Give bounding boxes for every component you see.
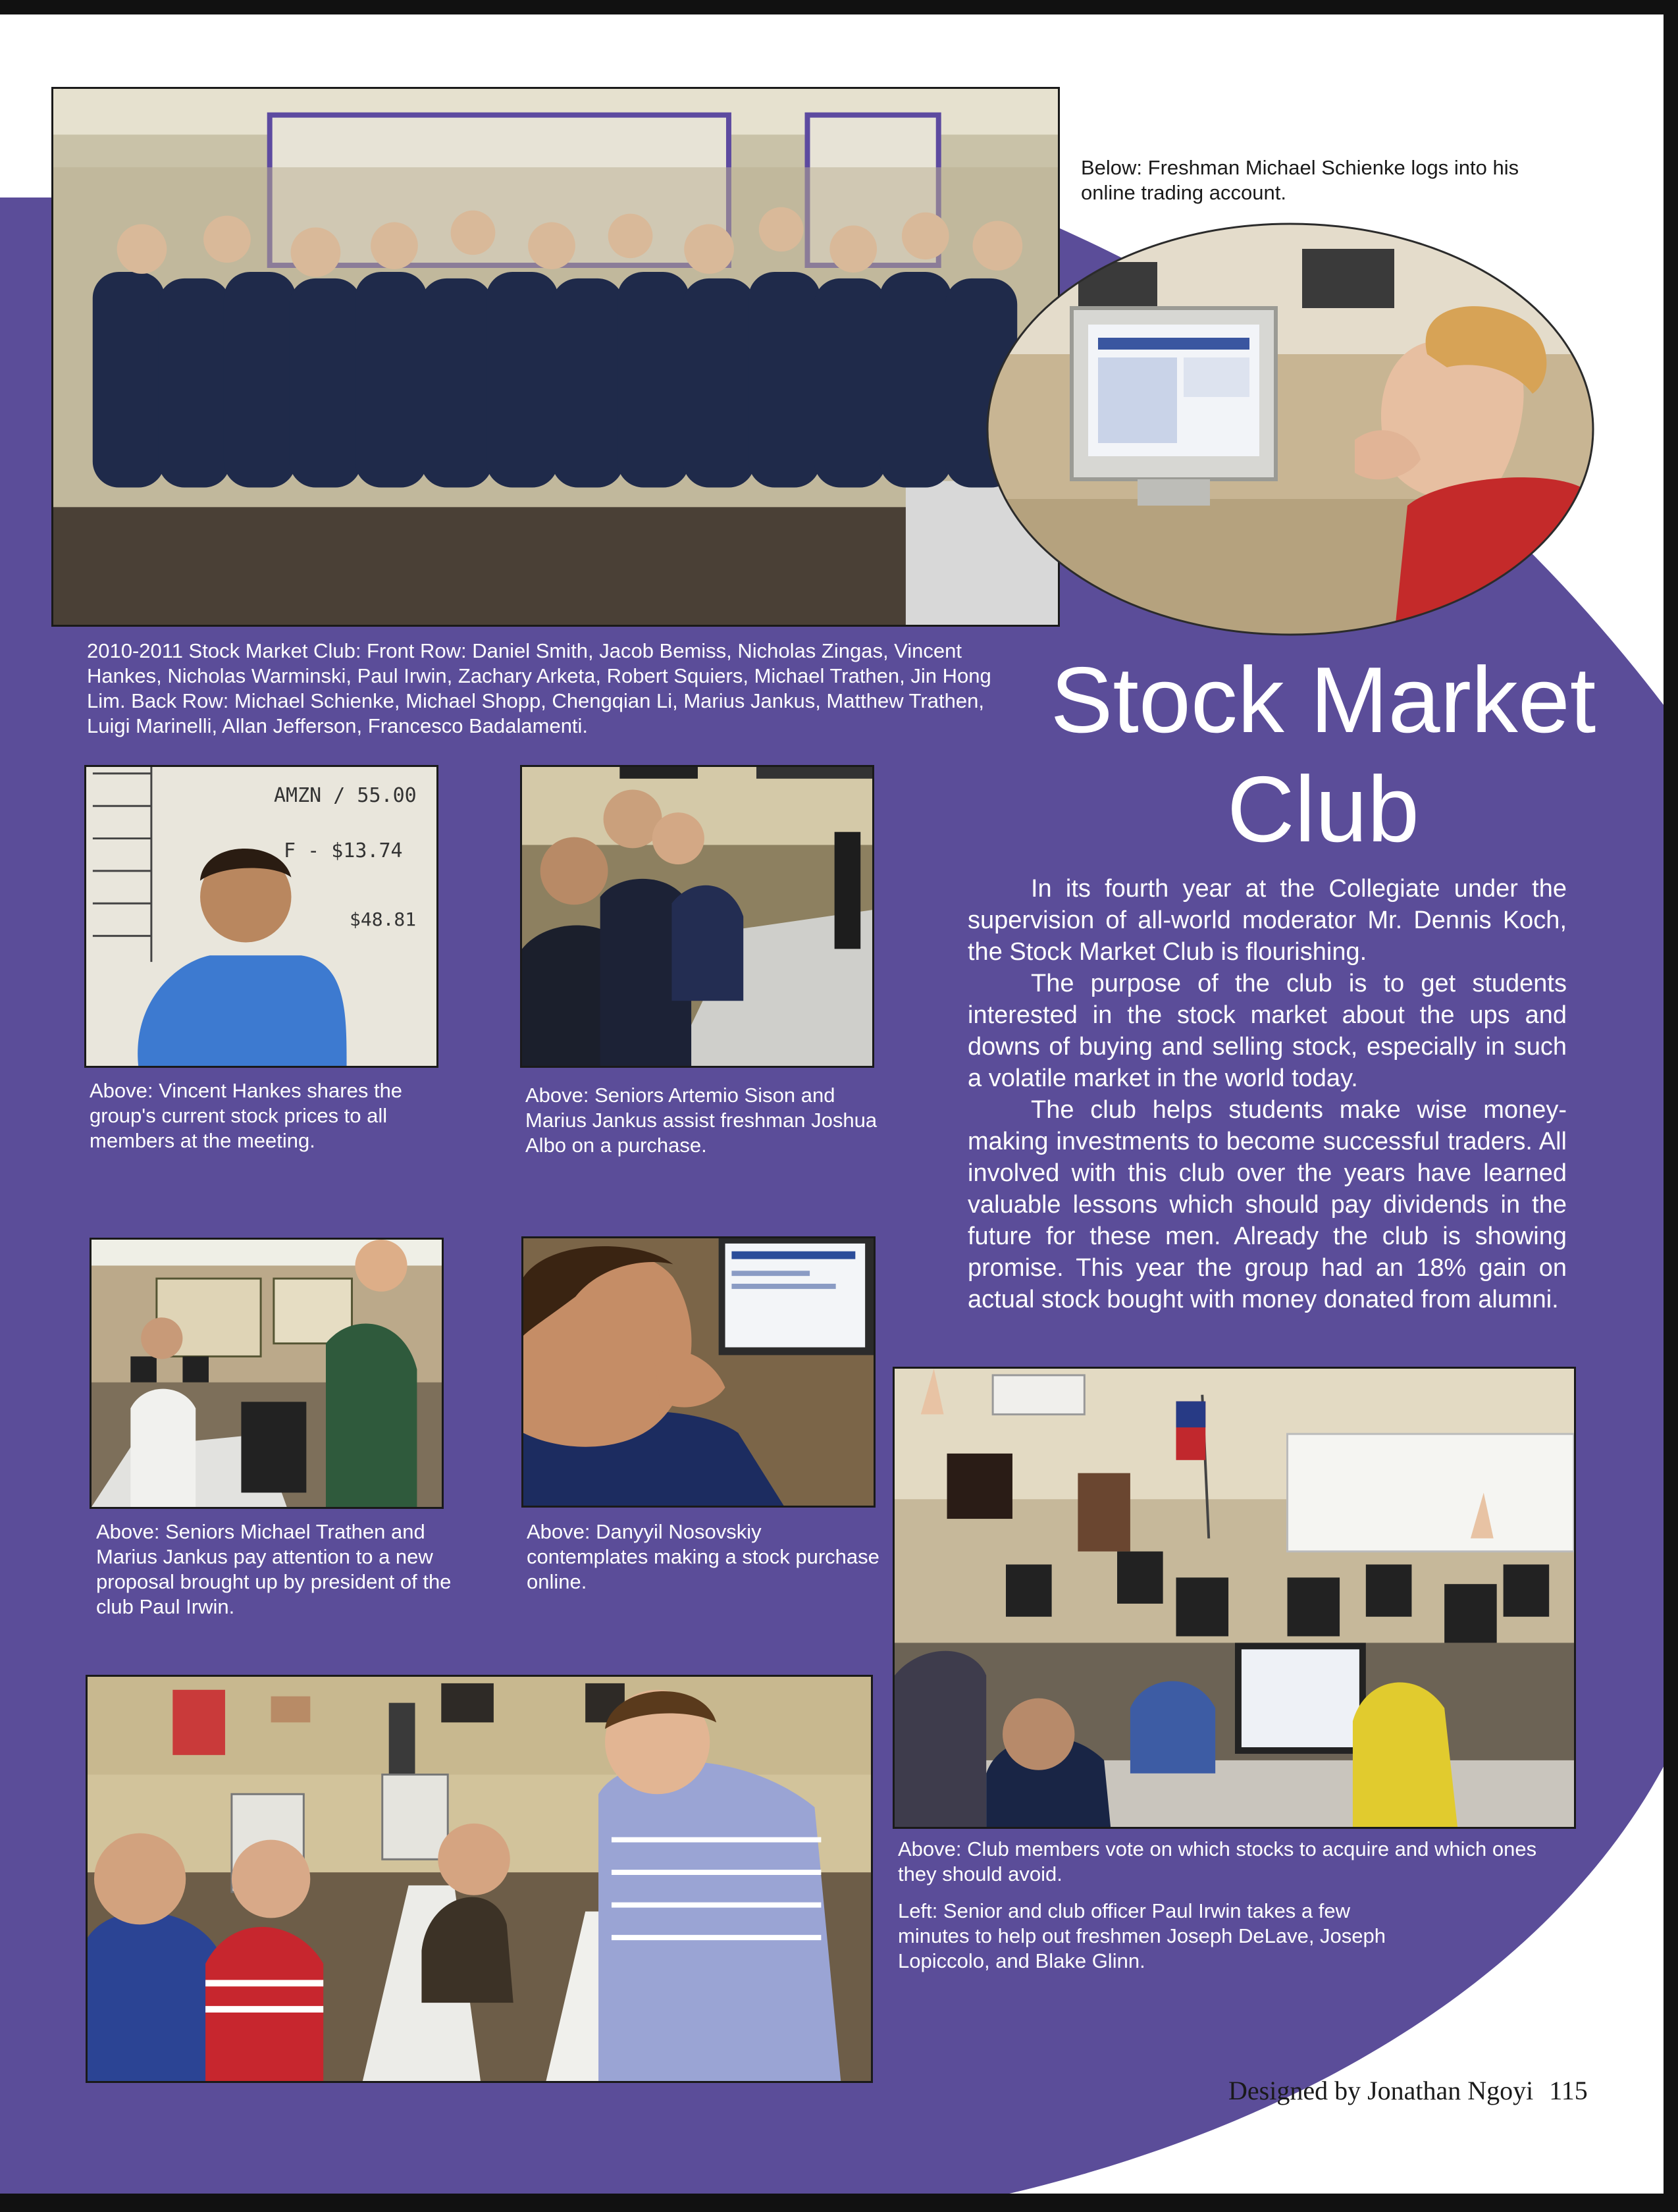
designer-credit: Designed by Jonathan Ngoyi xyxy=(1228,2076,1534,2105)
vote-caption: Above: Club members vote on which stocks to acquire and which ones they should avoid. xyxy=(898,1837,1537,1885)
whiteboard-line1: AMZN / 55.00 xyxy=(274,784,417,807)
hankes-caption: Above: Vincent Hankes shares the group's current stock prices to all members at the meeting. xyxy=(90,1079,403,1152)
page-title-line1: Stock Market xyxy=(1050,648,1596,752)
irwin-help-photo xyxy=(86,1675,873,2083)
whiteboard-line2: F - $13.74 xyxy=(284,839,403,862)
nosovskiy-photo xyxy=(521,1236,876,1508)
page-number: 115 xyxy=(1549,2076,1588,2105)
body-paragraph-1: In its fourth year at the Collegiate under the supervision of all-world moderator Mr. Dennis Koch, the Stock Market Club is flourishing. xyxy=(968,875,1567,966)
nosovskiy-caption: Above: Danyyil Nosovskiy contemplates making a stock purchase online. xyxy=(527,1520,879,1593)
body-paragraph-3: The club helps students make wise money-making investments to become successful traders. All involved with this club over the years have learned valuable lessons which should pay dividends in the future for these men. Already the club is showing promise. This year the group had an 18% gain on actual stock bought with money donated from alumni. xyxy=(968,1096,1567,1313)
body-paragraph-2: The purpose of the club is to get students interested in the stock market about the ups and downs of buying and selling stock, especially in such a volatile market in the world today. xyxy=(968,970,1567,1092)
article-body xyxy=(968,873,1567,1315)
sison-photo xyxy=(520,765,874,1068)
page-footer xyxy=(1228,2075,1588,2106)
sison-caption: Above: Seniors Artemio Sison and Marius Jankus assist freshman Joshua Albo on a purchase. xyxy=(525,1084,878,1157)
page-title-line2: Club xyxy=(1226,757,1420,862)
group-photo-caption: 2010-2011 Stock Market Club: Front Row: Daniel Smith, Jacob Bemiss, Nicholas Zingas, Vincent Hankes, Nicholas Warminski, Paul Irwin, Zachary Arketa, Robert Squiers, Michael Trathen, Jin Hong Lim. Back Row: Michael Schienke, Michael Shopp, Chengqian Li, Marius Jankus, Matthew Trathen, Luigi Marinelli, Allan Jefferson, Francesco Badalamenti. xyxy=(87,639,991,737)
hankes-photo xyxy=(84,765,438,1068)
schienke-oval-photo xyxy=(986,223,1594,636)
trathen-caption: Above: Seniors Michael Trathen and Marius Jankus pay attention to a new proposal brought up by president of the club Paul Irwin. xyxy=(96,1520,452,1618)
vote-photo xyxy=(893,1367,1576,1829)
schienke-caption: Below: Freshman Michael Schienke logs into his online trading account. xyxy=(1081,156,1519,204)
group-photo xyxy=(51,87,1060,627)
whiteboard-line3: $48.81 xyxy=(350,908,417,930)
irwin-help-caption: Left: Senior and club officer Paul Irwin takes a few minutes to help out freshmen Joseph DeLave, Joseph Lopiccolo, and Blake Glinn. xyxy=(898,1899,1386,1972)
trathen-photo xyxy=(90,1238,444,1509)
